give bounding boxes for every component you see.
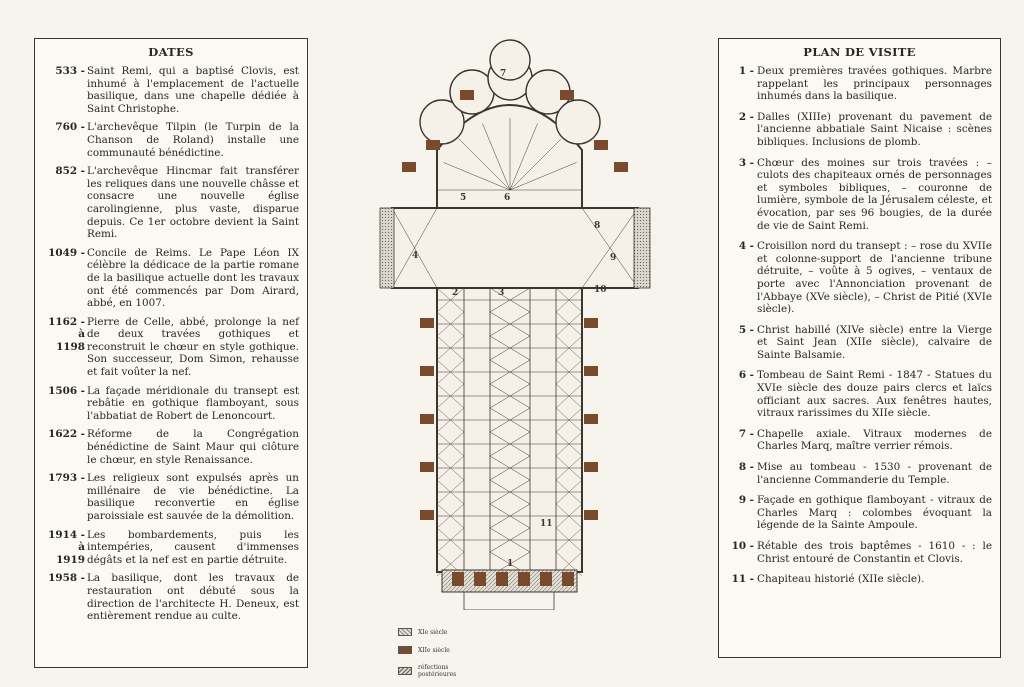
facade-buttress [474,572,486,586]
date-entry [43,428,299,466]
visit-number: 1 - [738,65,754,77]
buttress-xii [420,462,434,472]
buttress-xii [584,510,598,520]
visit-number: 10 - [731,540,754,552]
date-entry [43,247,299,310]
legend-xi-swatch [398,628,412,636]
visit-text: Dalles (XIIIe) provenant du pavement de l'ancienne abbatiale Saint Nicaise : scènes bibliques. Inclusions de plomb. [757,110,992,148]
legend-later-label: réfections postérieures [418,664,457,678]
date-year: 533 - [55,65,85,77]
visit-text: Chapiteau historié (XIIe siècle). [757,573,925,586]
visit-number: 8 - [738,461,754,474]
visit-entry [727,540,992,565]
legend-xii [398,646,450,654]
visit-entry [727,494,992,532]
facade-buttress [562,572,574,586]
visit-entry [727,461,992,486]
date-year: 852 - [55,165,85,178]
dates-title: DATES [148,45,194,59]
buttress-xii [420,366,434,376]
visit-number: 9 - [738,494,754,507]
date-text: Les bombardements, puis les intempéries, causent d'immenses dégâts et la nef est en partie détruite. [87,528,299,566]
buttress-xii [420,318,434,328]
visit-text: Croisillon nord du transept : – rose du XVIIe et colonne-support de l'ancienne tribune détruite, – voûte à 5 ogives, – ventaux de porte avec l'Annonciation provenant de l'Abbaye (XVe siècle), – Christ de Pitié (XVIe siècle). [757,240,992,316]
legend-xii-swatch [398,646,412,654]
axial-chapel [490,40,530,80]
visit-number: 7 - [738,427,754,440]
visit-number: 3 - [738,156,754,169]
date-entry [43,572,299,622]
visit-entry [727,369,992,419]
date-year: 1793 - [48,472,85,485]
date-text: Pierre de Celle, abbé, prolonge la nef de deux travées gothiques et reconstruit le chœur en style gothique. Son successeur, Dom Simon, rehausse et fait voûter la nef. [87,315,299,379]
plan-number-label: 8 [594,221,601,231]
legend-xii-label: XIIe siècle [418,646,450,654]
date-text: Réforme de la Congrégation bénédictine de Saint Maur qui clôture le chœur, en style Renaissance. [87,428,299,466]
buttress-xii [584,414,598,424]
buttress-xii [560,90,574,100]
buttress-xii [420,510,434,520]
facade-buttress [518,572,530,586]
visit-text: Mise au tombeau - 1530 - provenant de l'ancienne Commanderie du Temple. [757,461,992,486]
plan-number-label: 2 [452,288,459,298]
buttress-xii [460,90,474,100]
visit-text: Deux premières travées gothiques. Marbre rappelant les principaux personnages inhumés dans la basilique. [757,65,992,103]
legend-xi-label: XIe siècle [418,628,448,636]
date-year: 1162 - à 1198 [48,315,85,353]
visit-entry [727,65,992,103]
date-entry [43,165,299,241]
date-entry [43,472,299,522]
visit-number: 4 - [738,240,754,253]
plan-number-label: 9 [610,253,617,263]
plan-number-label: 7 [500,69,507,79]
visit-entry [727,324,992,362]
plan-structure [380,40,650,610]
date-text: La basilique, dont les travaux de restauration ont débuté sous la direction de l'architecte H. Deneux, est entièrement rendue au culte. [87,572,299,623]
date-year: 1622 - [48,428,85,441]
plan-number-label: 1 [507,559,514,569]
plan-number-label: 5 [460,193,467,203]
buttress-xii [594,140,608,150]
date-text: Les religieux sont expulsés après un millénaire de vie bénédictine. La basilique reconvertie en église paroissiale est sauvée de la démolition. [87,472,299,522]
date-year: 1914 - à 1919 [48,528,85,566]
date-year: 1506 - [48,384,85,397]
legend-xi [398,628,447,636]
date-year: 760 - [55,121,85,134]
buttress-xii [584,318,598,328]
basilica-floor-plan [372,30,658,610]
buttress-xii [426,140,440,150]
visit-text: Façade en gothique flamboyant - vitraux de Charles Marq : colombes évoquant la légende de la Sainte Ampoule. [757,494,992,532]
date-entry [43,121,299,159]
visit-entry [727,157,992,233]
visit-text: Christ habillé (XIVe siècle) entre la Vierge et Saint Jean (XIIe siècle), calvaire de Sainte Balsamie. [757,323,992,361]
date-entry [43,385,299,423]
facade-buttress [496,572,508,586]
visit-text: Chœur des moines sur trois travées : – culots des chapiteaux ornés de personnages et symboles bibliques, – couronne de lumière, symbole de la Jérusalem céleste, et évocation, par ses 96 bougies, de la durée de vie de Saint Remi. [757,156,992,232]
radiating-chapel [556,100,600,144]
plan-number-label: 11 [540,519,553,529]
transept-outline [392,208,638,288]
date-year: 1049 - [48,246,85,259]
south-transept-end [634,208,650,288]
legend-later [398,664,478,678]
plan-number-label: 3 [498,288,505,298]
north-transept-end [380,208,394,288]
visit-plan-list [727,65,992,586]
plan-number-label: 6 [504,193,511,203]
date-text: Concile de Reims. Le Pape Léon IX célèbre la dédicace de la partie romane de la basilique actuelle dont les travaux ont été commencés par Dom Airard, abbé, en 1007. [87,246,299,310]
date-entry [43,316,299,379]
visit-entry [727,240,992,316]
visit-number: 5 - [738,323,754,336]
visit-text: Rétable des trois baptêmes - 1610 - : le Christ entouré de Constantin et Clovis. [757,540,992,565]
buttress-xii [420,414,434,424]
date-text: Saint Remi, qui a baptisé Clovis, est inhumé à l'emplacement de l'actuelle basilique, dans une chapelle dédiée à Saint Christophe. [87,65,299,115]
facade-buttress [452,572,464,586]
porch [464,592,554,610]
plan-number-label: 4 [412,251,419,261]
visit-number: 11 - [731,573,754,586]
visit-plan-title: PLAN DE VISITE [803,45,916,59]
date-year: 1958 - [48,572,85,585]
visit-entry [727,573,992,586]
dates-panel [34,38,308,668]
facade-buttress [540,572,552,586]
visit-text: Chapelle axiale. Vitraux modernes de Charles Marq, maître verrier rémois. [757,427,992,453]
date-text: La façade méridionale du transept est rebâtie en gothique flamboyant, sous l'abbatiat de Robert de Lenoncourt. [87,384,299,422]
visit-entry [727,111,992,149]
plan-number-label: 10 [594,285,607,295]
buttress-xii [584,462,598,472]
date-entry [43,65,299,115]
visit-entry [727,428,992,453]
buttress-xii [614,162,628,172]
date-text: L'archevêque Tilpin (le Turpin de la Chanson de Roland) installe une communauté bénédictine. [87,121,299,159]
date-entry [43,529,299,567]
buttress-xii [584,366,598,376]
legend-later-swatch [398,667,412,675]
date-text: L'archevêque Hincmar fait transférer les reliques dans une nouvelle châsse et consacre une nouvelle église carolingienne, plus vaste, disparue depuis. Ce 1er octobre devient la Saint Remi. [87,165,299,241]
visit-text: Tombeau de Saint Remi - 1847 - Statues du XVIe siècle des douze pairs clercs et laïcs officiant aux sacres. Aux fenêtres hautes, vitraux rarissimes du XIIe siècle. [757,369,992,420]
visit-number: 6 - [738,369,754,382]
dates-list [43,65,299,623]
visit-number: 2 - [738,110,754,123]
buttress-xii [402,162,416,172]
visit-plan-panel [718,38,1001,658]
